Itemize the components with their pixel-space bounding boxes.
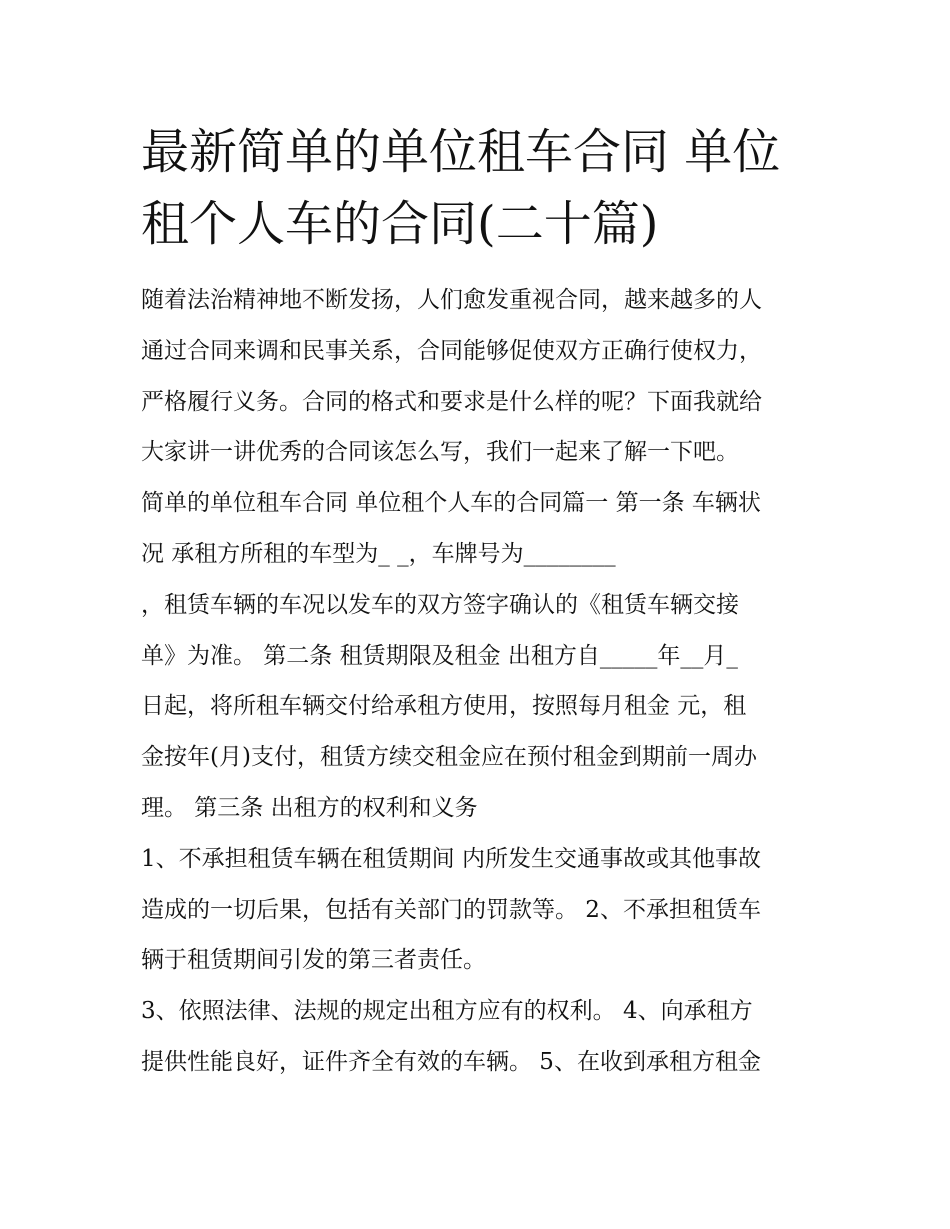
body-line: 提供性能良好，证件齐全有效的车辆。 5、在收到承租方租金	[141, 1048, 761, 1075]
body-line: 辆于租赁期间引发的第三者责任。	[141, 947, 486, 974]
body-line: 日起，将所租车辆交付给承租方使用，按照每月租金 元，租	[141, 693, 747, 720]
title-line-2: 租个人车的合同(二十篇)	[141, 196, 659, 252]
title-line-1: 最新简单的单位租车合同 单位	[141, 124, 781, 180]
body-line: 严格履行义务。合同的格式和要求是什么样的呢？下面我就给	[141, 388, 762, 415]
body-line: 简单的单位租车合同 单位租个人车的合同篇一 第一条 车辆状	[141, 490, 761, 517]
body-line: 况 承租方所租的车型为_ _，车牌号为________	[141, 540, 616, 567]
body-line: ，租赁车辆的车况以发车的双方签字确认的《租赁车辆交接	[141, 591, 739, 618]
body-line: 通过合同来调和民事关系，合同能够促使双方正确行使权力，	[141, 337, 762, 364]
body-line: 大家讲一讲优秀的合同该怎么写，我们一起来了解一下吧。	[141, 439, 739, 466]
body-line: 1、不承担租赁车辆在租赁期间 内所发生交通事故或其他事故	[141, 845, 761, 872]
body-line: 3、依照法律、法规的规定出租方应有的权利。 4、向承租方	[141, 998, 753, 1025]
body-line: 金按年(月)支付，租赁方续交租金应在预付租金到期前一周办	[141, 744, 757, 771]
body-line: 造成的一切后果，包括有关部门的罚款等。 2、不承担租赁车	[141, 896, 761, 923]
document-title	[141, 116, 821, 260]
document-body	[141, 275, 821, 1088]
body-line: 理。 第三条 出租方的权利和义务	[141, 794, 478, 821]
body-line: 单》为准。 第二条 租赁期限及租金 出租方自_____年__月_	[141, 642, 738, 669]
body-line: 随着法治精神地不断发扬，人们愈发重视合同，越来越多的人	[141, 287, 762, 313]
